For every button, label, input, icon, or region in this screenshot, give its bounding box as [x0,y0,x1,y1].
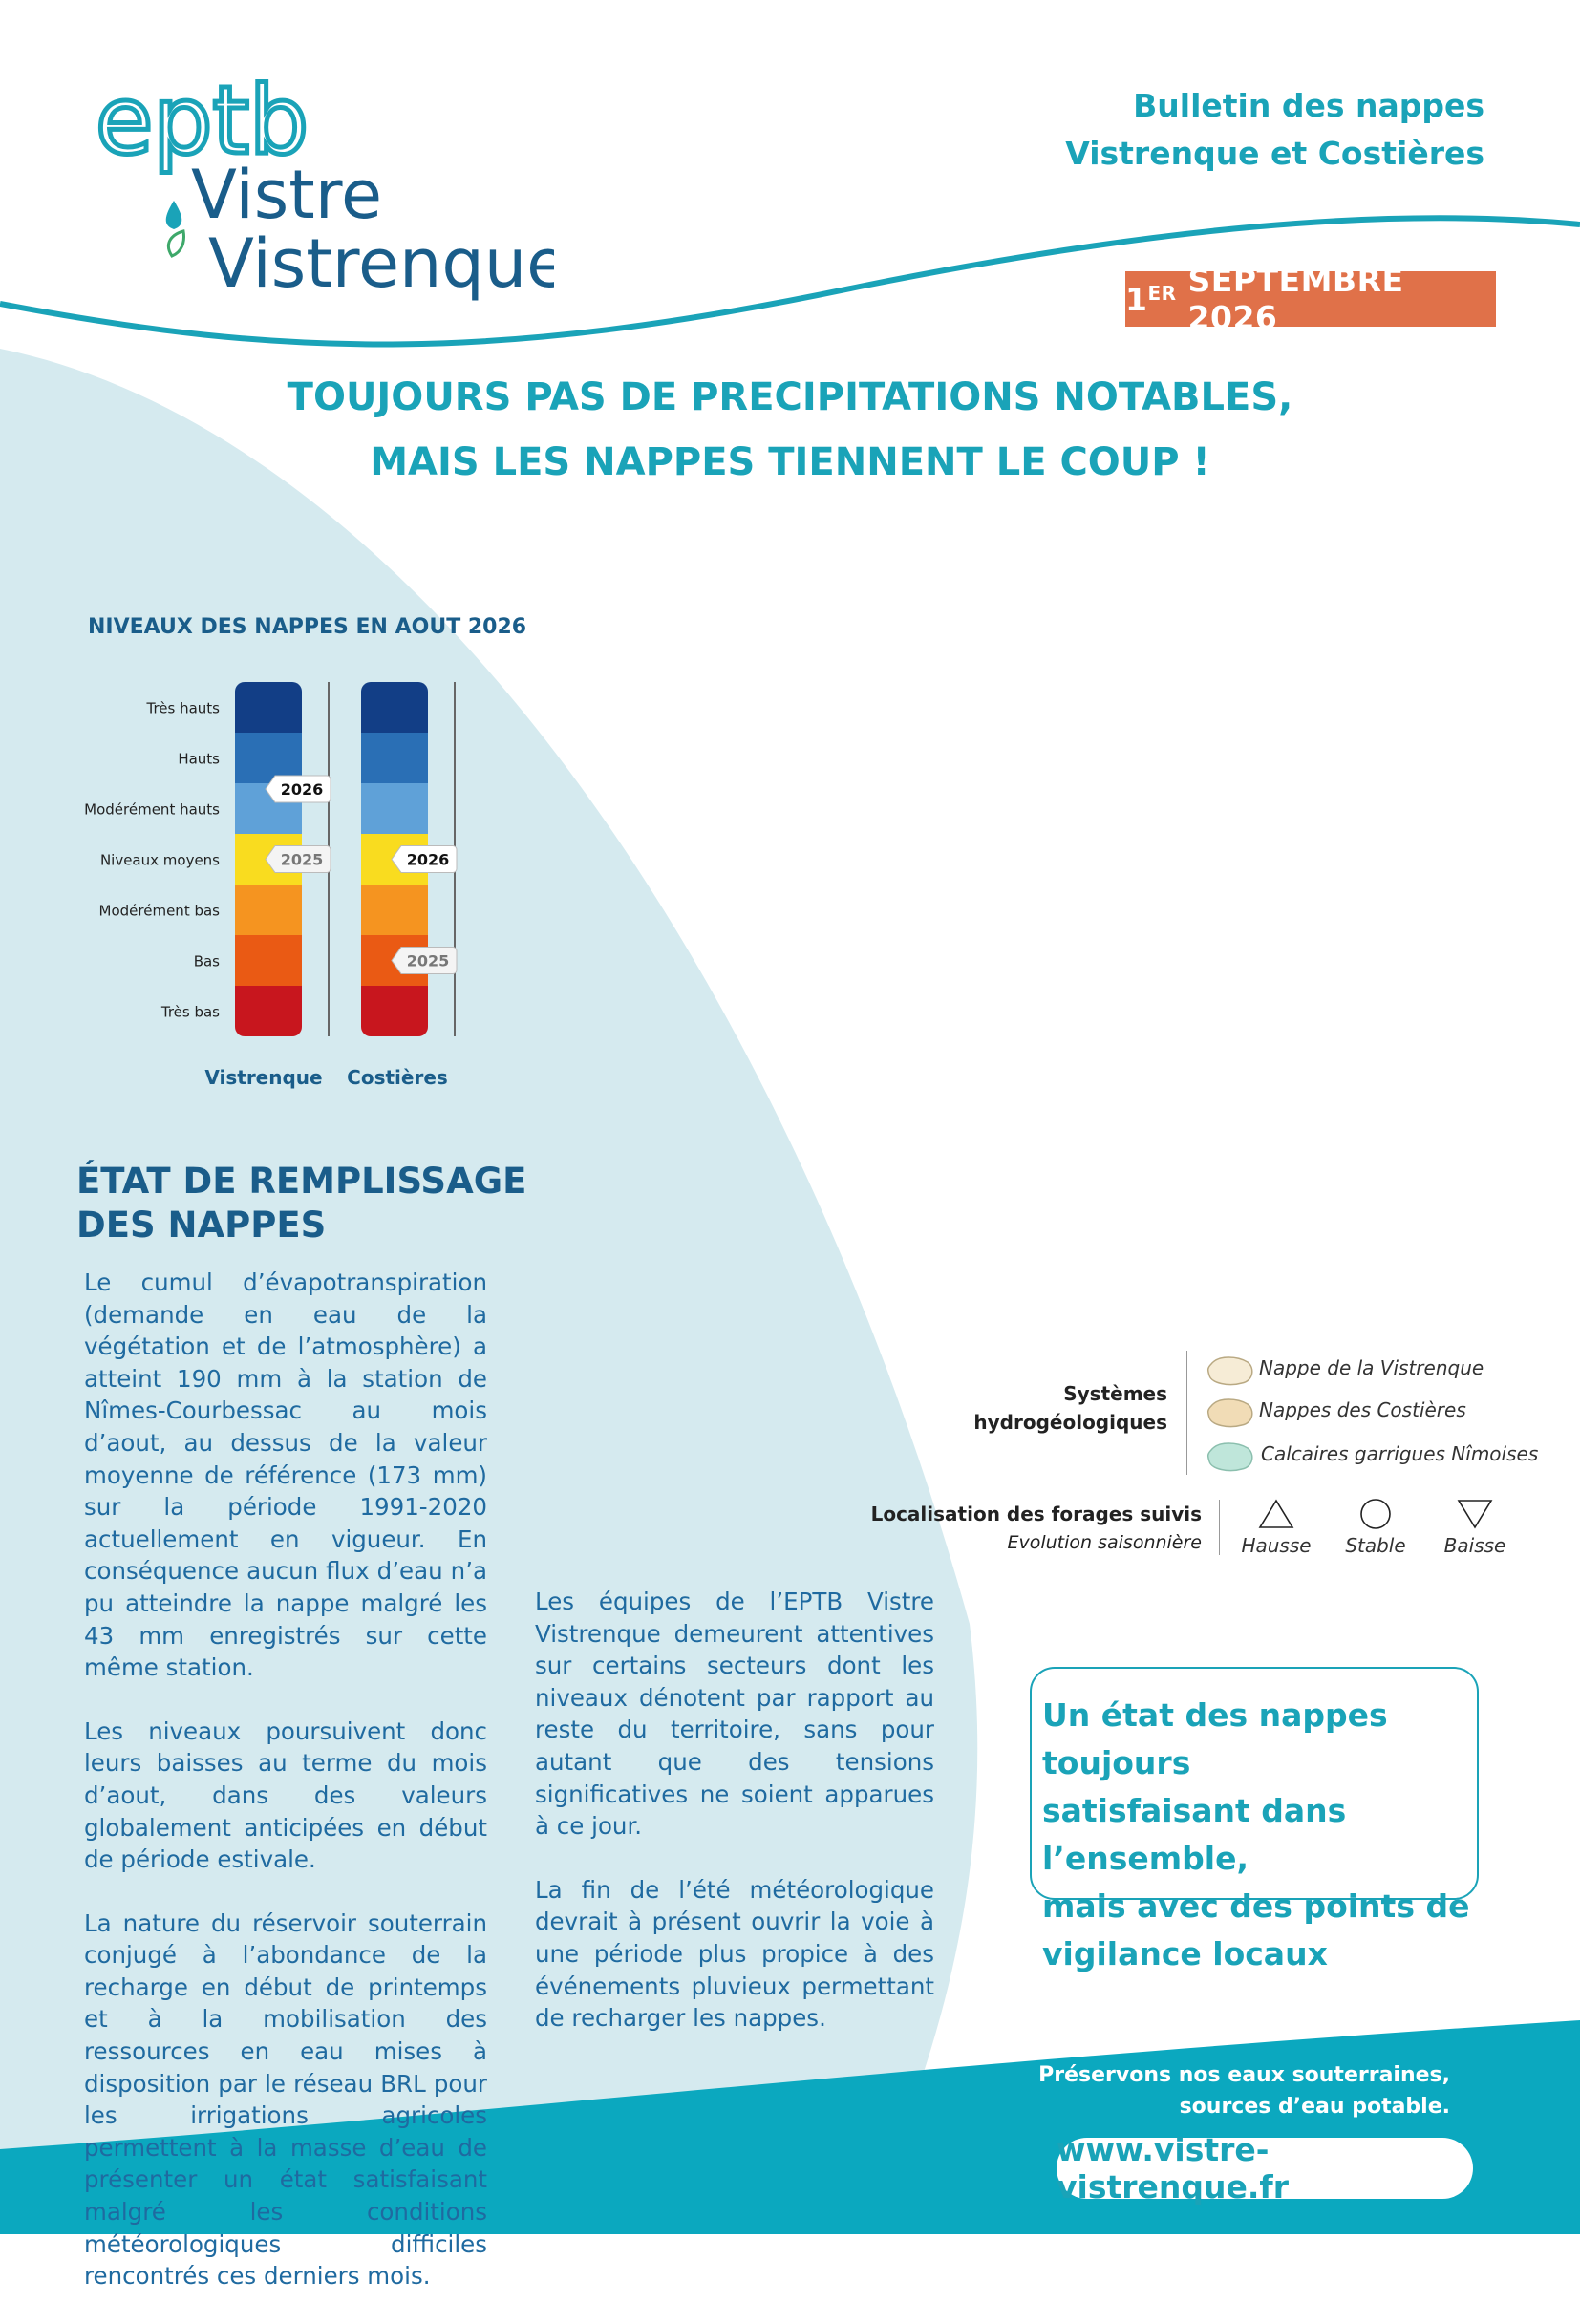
date-badge [1125,262,1496,336]
paragraph: Le cumul d’évapotranspiration (demande en eau de la végétation et de l’atmosphère) a atteint 190 mm à la station de Nîmes-Courbessac au mois d’aout, au dessus de la valeur moyenne de référence (173 mm) sur la période 1991-2020 actuellement en vigueur. En conséquence aucun flux d’eau n’a pu atteindre la nappe malgré les 43 mm enregistrés sur cette même station. [84,1269,487,1682]
level-label: Très bas [160,1003,220,1021]
section-title-line2: DES NAPPES [76,1205,327,1246]
triangle-down-icon [1456,1498,1494,1530]
column-name: Costières [347,1066,448,1089]
level-label: Très hauts [146,699,220,717]
callout-box [1030,1667,1479,1972]
level-band [361,986,428,1037]
triangle-up-icon [1257,1498,1295,1530]
forages-label [860,1500,1202,1557]
level-band [361,885,428,936]
date-suffix: ER [1147,282,1177,305]
footer-slogan [1038,2059,1450,2122]
year-marker-label: 2025 [406,951,450,970]
slogan-line1: Préservons nos eaux souterraines, [1038,2063,1450,2087]
evolution-label: Evolution saisonnière [1007,1532,1202,1553]
leaf-icon [168,231,183,256]
paragraph: La nature du réservoir souterrain conjugé à l’abondance de la recharge en début de printemps et à la mobilisation des ressources en eau mises à disposition par le réseau BRL pour les irrigations agricoles permettent à la masse d’eau de présenter un état satisfaisant malgré les conditions météorologiques difficiles rencontrés ces derniers mois. [84,1908,487,2291]
logo-line1: Vistre [191,156,383,234]
level-band [235,885,302,936]
logo [96,55,554,304]
bulletin-line2: Vistrenque et Costières [1065,135,1484,172]
date-rest: SEPTEMBRE 2026 [1187,262,1404,336]
water-drop-icon [166,201,182,229]
levels-chart [57,669,516,1108]
forages-label-title: Localisation des forages suivis [870,1503,1202,1525]
logo-eptb: eptb [96,67,310,176]
chart-title: NIVEAUX DES NAPPES EN AOUT 2026 [88,615,527,639]
circle-icon [1356,1498,1395,1530]
level-band [361,733,428,784]
bulletin-title [1065,82,1484,178]
level-label: Hauts [178,750,220,768]
legend-system-vistrenque [1206,1354,1484,1391]
slogan-line2: sources d’eau potable. [1179,2095,1450,2119]
website-link[interactable]: www.vistre-vistrenque.fr [1057,2138,1473,2199]
swatch-icon [1206,1440,1255,1473]
level-band [361,783,428,835]
swatch-icon [1206,1354,1255,1387]
legend-system-label: Nappes des Costières [1259,1398,1466,1421]
callout-line4: vigilance locaux [1042,1935,1328,1972]
legend-evolution-baisse [1437,1498,1513,1557]
paragraph: La fin de l’été météorologique devrait à présent ouvrir la voie à une période plus propice à des événements pluvieux permettant de recharger les nappes. [535,1875,934,2033]
year-marker-label: 2025 [280,850,324,869]
legend-divider [1219,1500,1220,1555]
level-label: Modérément bas [98,902,220,920]
main-title-line1: TOUJOURS PAS DE PRECIPITATIONS NOTABLES, [287,375,1293,419]
year-marker-label: 2026 [406,850,450,869]
legend-evolution-label: Hausse [1241,1534,1312,1557]
logo-line2: Vistrenque [208,224,554,303]
callout-line3: mais avec des points de [1042,1887,1470,1925]
date-day: 1 [1125,280,1148,318]
legend-evolution-stable [1337,1498,1414,1557]
legend-system-label: Nappe de la Vistrenque [1259,1356,1484,1379]
section-title [76,1160,526,1247]
main-title-line2: MAIS LES NAPPES TIENNENT LE COUP ! [370,440,1210,484]
bulletin-line1: Bulletin des nappes [1133,87,1484,124]
year-marker-label: 2026 [280,780,324,799]
paragraph: Les niveaux poursuivent donc leurs baisses au terme du mois d’aout, dans des valeurs globalement anticipées en début de période estivale. [84,1716,487,1874]
level-band [235,682,302,734]
legend-system-calcaires [1206,1440,1539,1477]
legend-system-label: Calcaires garrigues Nîmoises [1261,1442,1539,1465]
section-title-line1: ÉTAT DE REMPLISSAGE [76,1161,527,1202]
logo-graphic [96,55,554,304]
legend-evolution-hausse [1238,1498,1314,1557]
level-label: Modérément hauts [84,800,220,819]
level-label: Niveaux moyens [99,851,220,869]
column-name: Vistrenque [204,1066,323,1089]
level-band [361,682,428,734]
legend-system-costieres [1206,1397,1466,1433]
systems-label-line2: hydrogéologiques [973,1411,1167,1434]
text-column-2 [535,1586,934,2066]
swatch-icon [1206,1397,1255,1429]
level-label: Bas [193,952,220,970]
systems-label [955,1379,1167,1437]
legend-divider [1186,1351,1187,1475]
text-column-1 [84,1267,487,2324]
legend-evolution-label: Stable [1345,1534,1406,1557]
paragraph: Les équipes de l’EPTB Vistre Vistrenque demeurent attentives sur certains secteurs dont les niveaux dénotent par rapport au reste du territoire, sans pour autant que des tensions significatives ne soient apparues à ce jour. [535,1588,934,1841]
callout-line2: satisfaisant dans l’ensemble, [1042,1792,1347,1877]
level-band [235,986,302,1037]
systems-label-line1: Systèmes [1063,1382,1167,1405]
main-title [172,365,1408,495]
level-band [235,935,302,987]
callout-line1: Un état des nappes toujours [1042,1696,1388,1781]
legend-evolution-label: Baisse [1443,1534,1506,1557]
